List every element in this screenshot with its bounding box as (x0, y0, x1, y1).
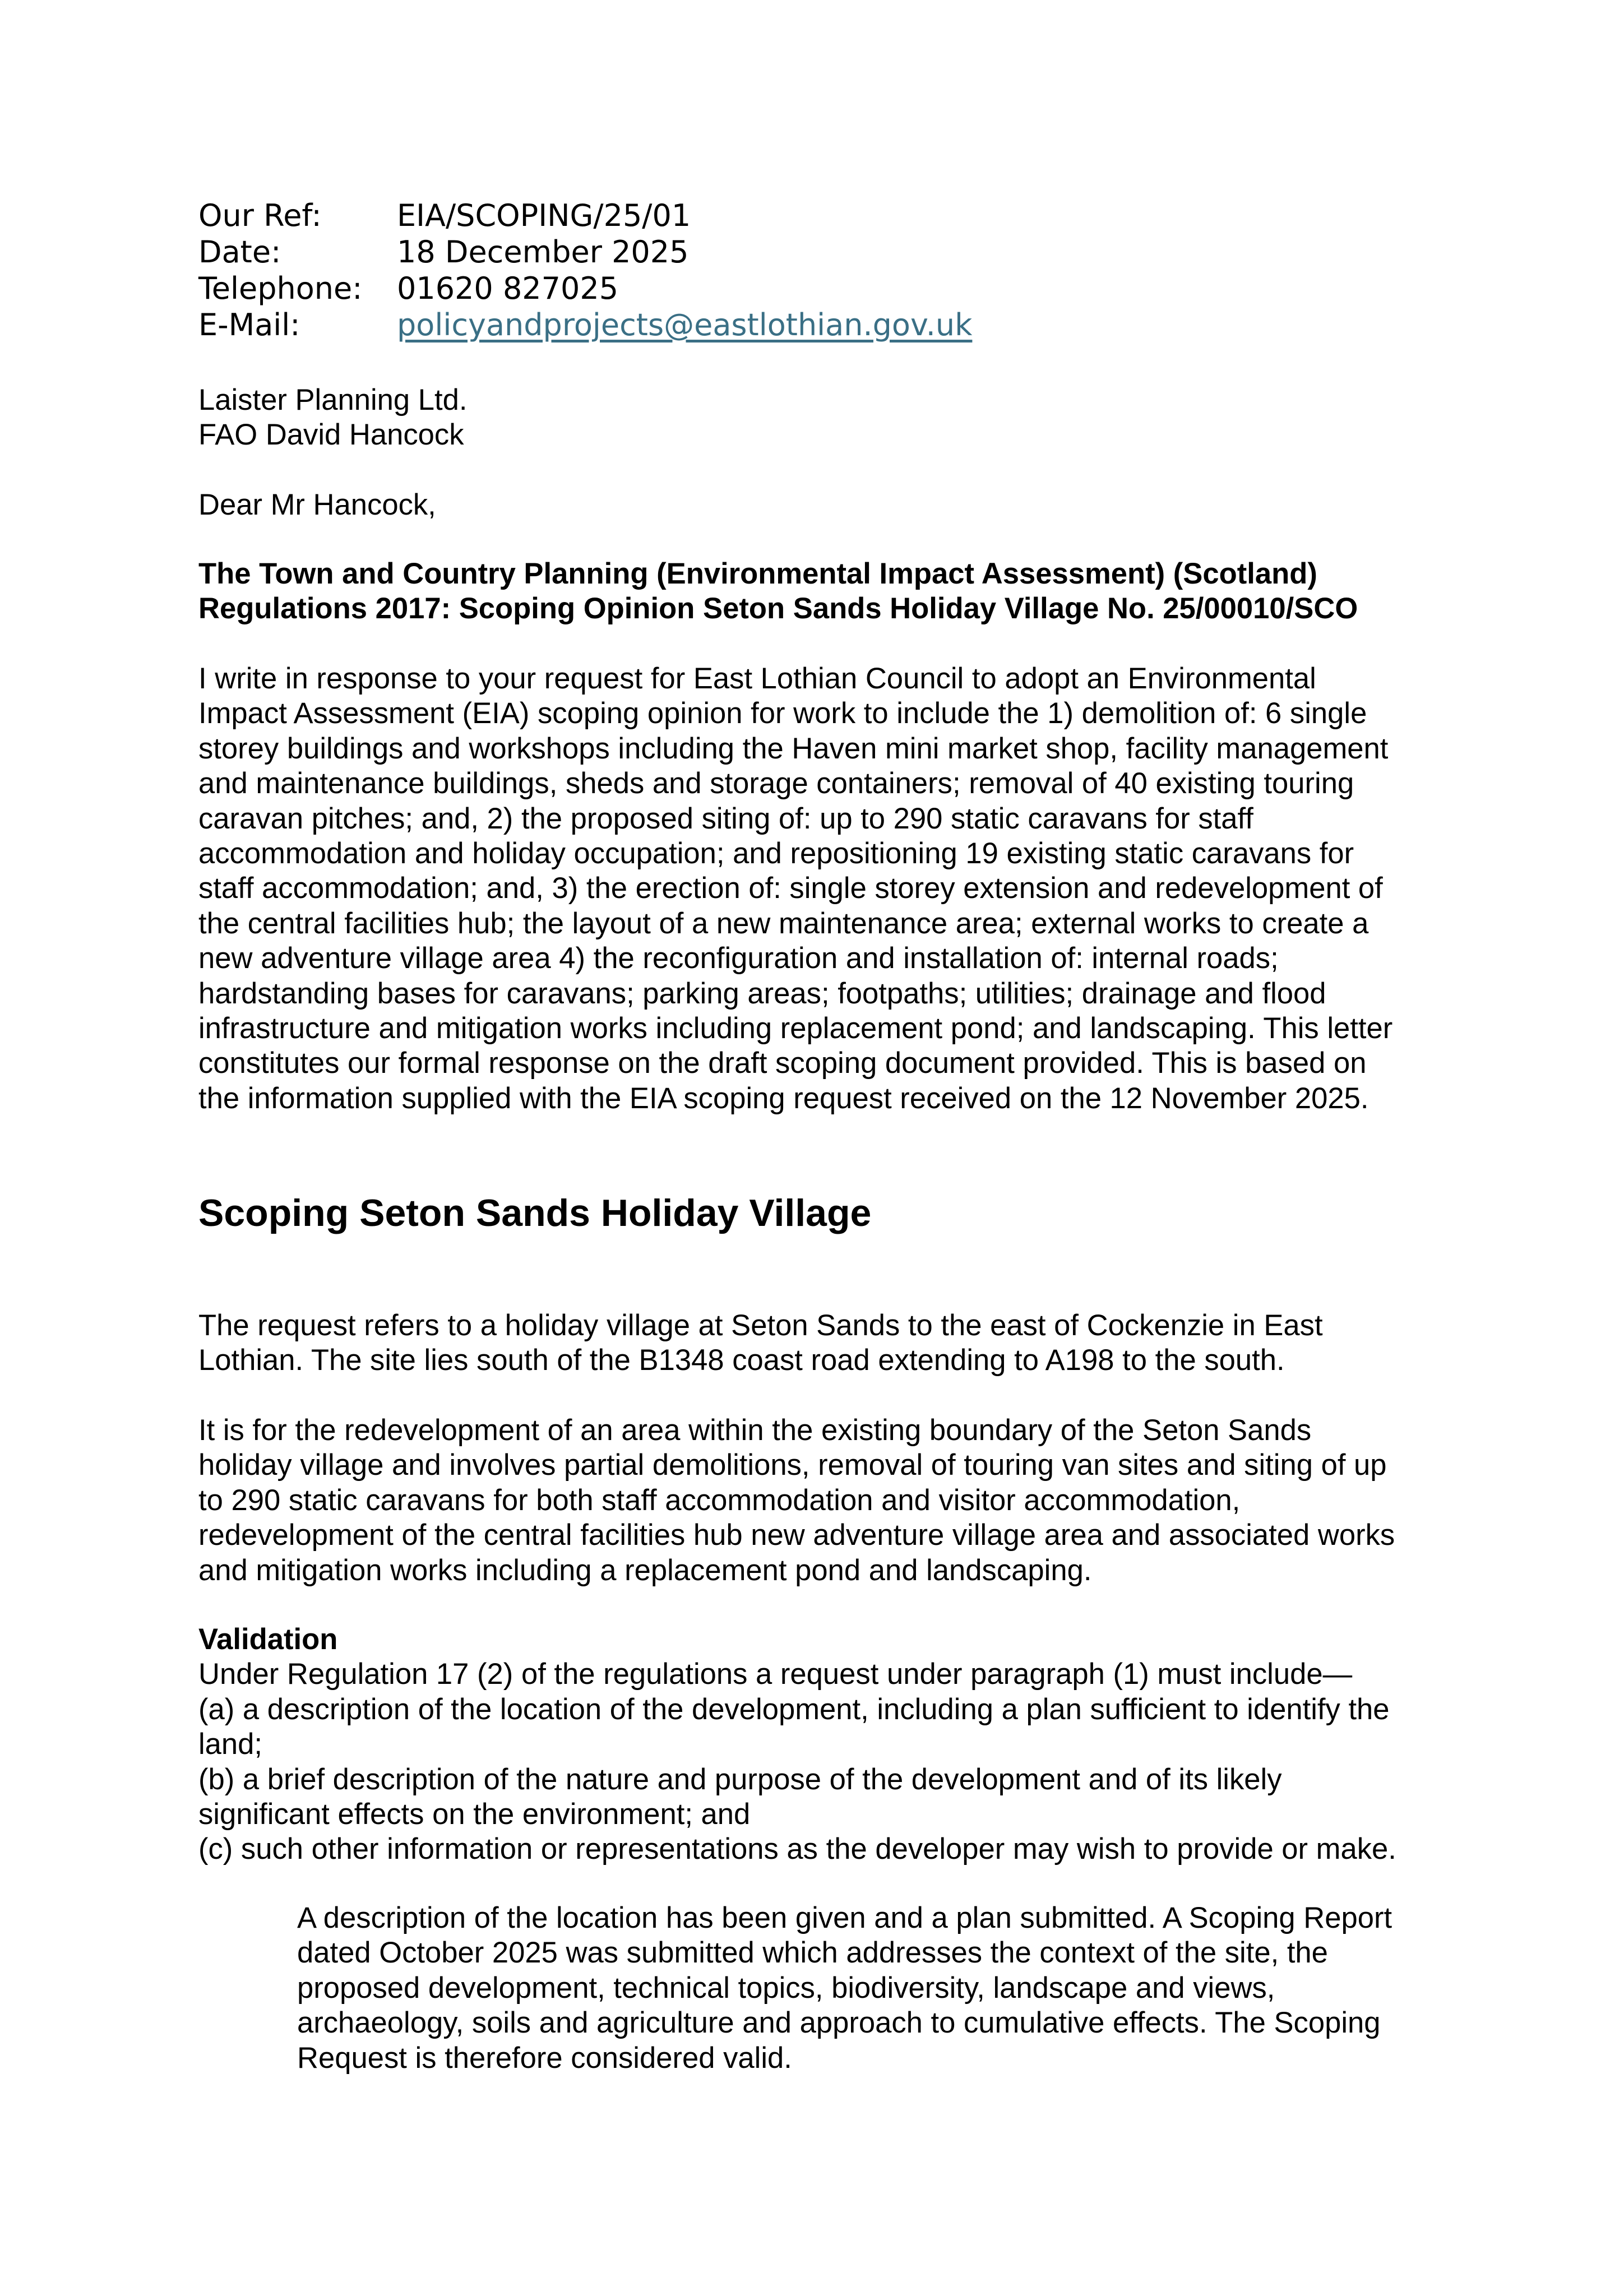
intro-paragraph (198, 661, 1454, 1116)
paragraph-line: constitutes our formal response on the draft scoping document provided. This is based on (198, 1047, 1367, 1080)
validation-line: land; (198, 1728, 263, 1761)
validation-heading: Validation (198, 1623, 338, 1656)
paragraph-line: and mitigation works including a replacement pond and landscaping. (198, 1553, 1092, 1587)
location-paragraph (198, 1308, 1454, 1378)
recipient-attention: FAO David Hancock (198, 418, 464, 452)
date-label: Date: (198, 234, 281, 270)
paragraph-line: staff accommodation; and, 3) the erection of: single storey extension and redevelopment of (198, 872, 1383, 905)
paragraph-line: holiday village and involves partial demolitions, removal of touring van sites and siting of up (198, 1448, 1387, 1482)
paragraph-line: infrastructure and mitigation works including replacement pond; and landscaping. This letter (198, 1012, 1393, 1045)
redevelopment-paragraph (198, 1413, 1454, 1588)
subject-line: The Town and Country Planning (Environmental Impact Assessment) (Scotland) (198, 557, 1317, 590)
validation-line: significant effects on the environment; and (198, 1798, 751, 1831)
date-row (198, 234, 972, 270)
validation-section (198, 1622, 1454, 1867)
assessment-line: dated October 2025 was submitted which addresses the context of the site, the (297, 1936, 1328, 1970)
assessment-line: archaeology, soils and agriculture and approach to cumulative effects. The Scoping (297, 2006, 1381, 2040)
paragraph-line: I write in response to your request for East Lothian Council to adopt an Environmental (198, 662, 1316, 695)
paragraph-line: redevelopment of the central facilities hub new adventure village area and associated works (198, 1519, 1395, 1552)
validation-line: (a) a description of the location of the development, including a plan sufficient to identify the (198, 1692, 1390, 1726)
paragraph-line: new adventure village area 4) the reconfiguration and installation of: internal roads; (198, 942, 1279, 975)
our-ref-row (198, 197, 972, 234)
telephone-label: Telephone: (198, 271, 363, 306)
paragraph-line: The request refers to a holiday village at Seton Sands to the east of Cockenzie in East (198, 1309, 1323, 1342)
date-value: 18 December 2025 (397, 234, 689, 270)
paragraph-line: the information supplied with the EIA scoping request received on the 12 November 2025. (198, 1081, 1369, 1115)
recipient-company: Laister Planning Ltd. (198, 383, 468, 416)
paragraph-line: to 290 static caravans for both staff accommodation and visitor accommodation, (198, 1483, 1241, 1517)
subject-heading (198, 557, 1465, 627)
paragraph-line: accommodation and holiday occupation; and repositioning 19 existing static caravans for (198, 837, 1354, 871)
our-ref-label: Our Ref: (198, 198, 322, 233)
paragraph-line: Lothian. The site lies south of the B1348 coast road extending to A198 to the south. (198, 1344, 1285, 1377)
assessment-line: proposed development, technical topics, biodiversity, landscape and views, (297, 1971, 1275, 2005)
assessment-line: Request is therefore considered valid. (297, 2041, 792, 2075)
recipient-address (198, 383, 1454, 453)
paragraph-line: Impact Assessment (EIA) scoping opinion for work to include the 1) demolition of: 6 single (198, 697, 1367, 730)
validation-line: Under Regulation 17 (2) of the regulations a request under paragraph (1) must include— (198, 1658, 1353, 1691)
validation-assessment (297, 1901, 1463, 2076)
paragraph-line: It is for the redevelopment of an area within the existing boundary of the Seton Sands (198, 1414, 1312, 1447)
telephone-row (198, 270, 972, 307)
paragraph-line: hardstanding bases for caravans; parking areas; footpaths; utilities; drainage and flood (198, 976, 1326, 1010)
email-label: E-Mail: (198, 307, 300, 342)
paragraph-line: caravan pitches; and, 2) the proposed siting of: up to 290 static caravans for staff (198, 802, 1253, 835)
our-ref-value: EIA/SCOPING/25/01 (397, 198, 691, 233)
paragraph-line: the central facilities hub; the layout of a new maintenance area; external works to create a (198, 906, 1369, 940)
email-row (198, 307, 972, 343)
salutation: Dear Mr Hancock, (198, 488, 436, 521)
paragraph-line: storey buildings and workshops including the Haven mini market shop, facility management (198, 732, 1389, 765)
section-heading: Scoping Seton Sands Holiday Village (198, 1192, 872, 1234)
subject-line: Regulations 2017: Scoping Opinion Seton Sands Holiday Village No. 25/00010/SCO (198, 592, 1358, 626)
validation-line: (c) such other information or representations as the developer may wish to provide or make. (198, 1832, 1396, 1866)
paragraph-line: and maintenance buildings, sheds and storage containers; removal of 40 existing touring (198, 767, 1354, 800)
telephone-value: 01620 827025 (397, 271, 619, 306)
assessment-line: A description of the location has been given and a plan submitted. A Scoping Report (297, 1901, 1392, 1934)
reference-block (198, 197, 972, 343)
email-link[interactable]: policyandprojects@eastlothian.gov.uk (397, 307, 973, 342)
validation-line: (b) a brief description of the nature and purpose of the development and of its likely (198, 1762, 1282, 1796)
